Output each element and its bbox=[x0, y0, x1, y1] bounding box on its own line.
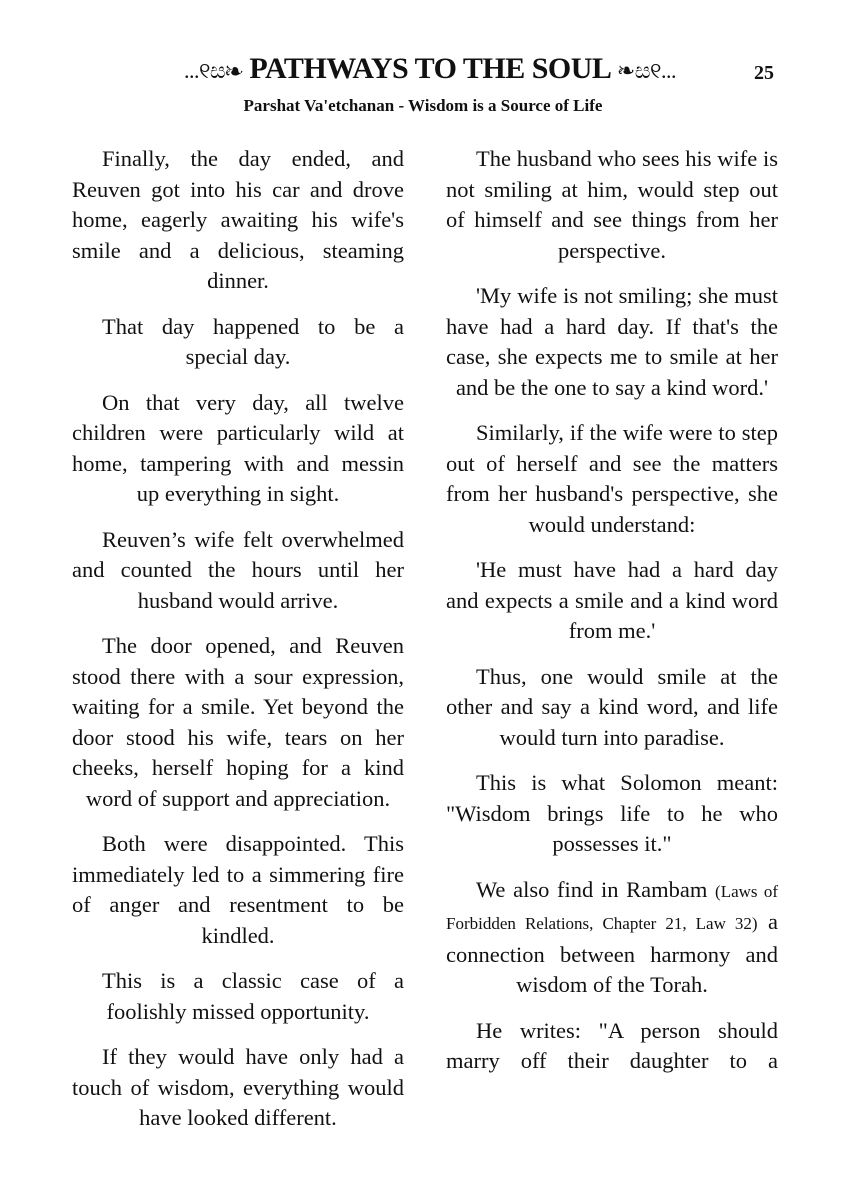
paragraph: That day happened to be a special day. bbox=[102, 313, 404, 369]
paragraph: He writes: "A person should marry off their daughter to a bbox=[446, 1017, 778, 1073]
ornament-left-icon: ...୧ස❧ bbox=[183, 58, 243, 83]
page-number: 25 bbox=[754, 62, 774, 84]
paragraph: 'He must have had a hard day and expects a smile and a kind word from me.' bbox=[446, 557, 778, 643]
paragraph: The husband who sees his wife is not smiling at him, would step out of himself and see things from her perspective. bbox=[446, 146, 778, 263]
paragraph: This is a classic case of a foolishly missed opportunity. bbox=[102, 968, 404, 1024]
paragraph: Both were disappointed. This immediately led to a simmering fire of anger and resentment to be kindled. bbox=[72, 831, 404, 948]
paragraph: On that very day, all twelve children were particularly wild at home, tampering with and messin up everything in sight. bbox=[72, 389, 404, 506]
text: We also find in Rambam bbox=[476, 876, 716, 902]
ornament-right-icon: ❧ස୧... bbox=[616, 58, 677, 83]
paragraph: Thus, one would smile at the other and say a kind word, and life would turn into paradise. bbox=[446, 663, 778, 750]
paragraph: The door opened, and Reuven stood there with a sour expression, waiting for a smile. Yet beyond the door stood his wife, tears on her cheeks, herself hoping for a kind word of support and appreciation. bbox=[72, 633, 404, 811]
citation: (Laws of Forbidden Relations, Chapter 21, Law 32) bbox=[446, 881, 778, 933]
paragraph: This is what Solomon meant: "Wisdom brings life to he who possesses it." bbox=[446, 770, 778, 856]
rambam-paragraph bbox=[446, 875, 778, 1001]
paragraph: If they would have only had a touch of wisdom, everything would have looked different. bbox=[72, 1044, 404, 1130]
paragraph: Finally, the day ended, and Reuven got into his car and drove home, eagerly awaiting his wife's smile and a delicious, steaming dinner. bbox=[72, 146, 404, 293]
paragraph: 'My wife is not smiling; she must have had a hard day. If that's the case, she expects me to smile at her and be the one to say a kind word.' bbox=[446, 283, 778, 400]
paragraph: Similarly, if the wife were to step out of herself and see the matters from her husband's perspective, she would understand: bbox=[446, 420, 778, 537]
running-header-title bbox=[130, 52, 730, 86]
left-column bbox=[72, 144, 404, 1149]
right-column bbox=[446, 144, 778, 1092]
paragraph: Reuven’s wife felt overwhelmed and counted the hours until her husband would arrive. bbox=[72, 526, 404, 613]
book-title: PATHWAYS TO THE SOUL bbox=[249, 52, 610, 85]
chapter-subtitle: Parshat Va'etchanan - Wisdom is a Source of Life bbox=[243, 96, 603, 115]
text: a connection between harmony and wisdom of the Torah. bbox=[446, 909, 778, 997]
